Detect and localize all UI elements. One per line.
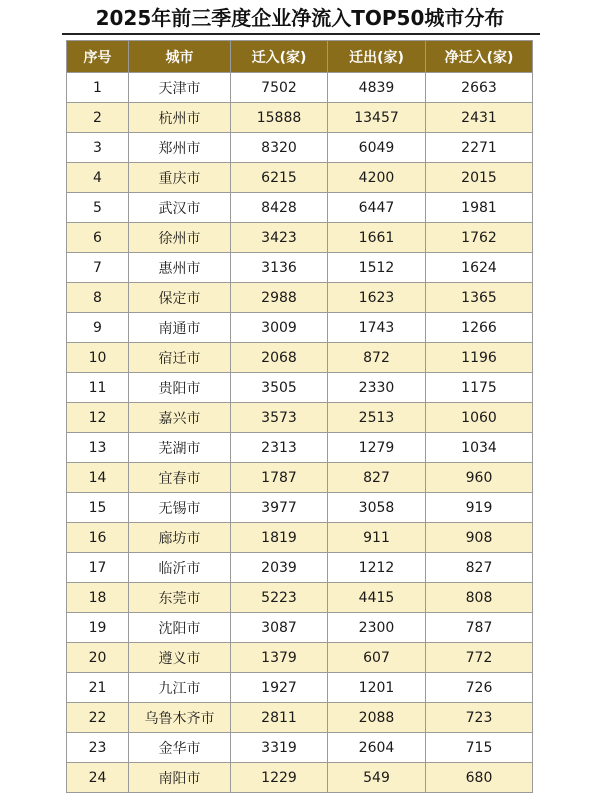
cell-index: 8 — [67, 283, 129, 313]
cell-net-inflow: 2271 — [426, 133, 533, 163]
cell-city: 九江市 — [129, 673, 231, 703]
cell-city: 贵阳市 — [129, 373, 231, 403]
cell-index: 23 — [67, 733, 129, 763]
cell-inflow: 6215 — [231, 163, 328, 193]
cell-net-inflow: 1034 — [426, 433, 533, 463]
cell-outflow: 2330 — [328, 373, 426, 403]
table-row — [67, 493, 533, 523]
cell-outflow: 13457 — [328, 103, 426, 133]
cell-index: 16 — [67, 523, 129, 553]
cell-city: 宜春市 — [129, 463, 231, 493]
cell-index: 22 — [67, 703, 129, 733]
cell-index: 18 — [67, 583, 129, 613]
table-row — [67, 433, 533, 463]
cell-inflow: 3977 — [231, 493, 328, 523]
cell-city: 乌鲁木齐市 — [129, 703, 231, 733]
cell-city: 芜湖市 — [129, 433, 231, 463]
cell-net-inflow: 2663 — [426, 73, 533, 103]
header-index: 序号 — [67, 41, 129, 73]
cell-city: 徐州市 — [129, 223, 231, 253]
cell-outflow: 2513 — [328, 403, 426, 433]
cell-outflow: 3058 — [328, 493, 426, 523]
cell-inflow: 15888 — [231, 103, 328, 133]
cell-outflow: 1212 — [328, 553, 426, 583]
table-row — [67, 553, 533, 583]
cell-inflow: 2068 — [231, 343, 328, 373]
table-body — [67, 73, 533, 793]
cell-inflow: 2313 — [231, 433, 328, 463]
cell-inflow: 3573 — [231, 403, 328, 433]
cell-city: 临沂市 — [129, 553, 231, 583]
cell-inflow: 1819 — [231, 523, 328, 553]
header-outflow: 迁出(家) — [328, 41, 426, 73]
cell-city: 宿迁市 — [129, 343, 231, 373]
table-container — [66, 40, 532, 793]
table-row — [67, 193, 533, 223]
cell-city: 重庆市 — [129, 163, 231, 193]
cell-inflow: 3087 — [231, 613, 328, 643]
cell-net-inflow: 680 — [426, 763, 533, 793]
table-row — [67, 133, 533, 163]
table-row — [67, 763, 533, 793]
cell-city: 廊坊市 — [129, 523, 231, 553]
cell-inflow: 2039 — [231, 553, 328, 583]
cell-city: 天津市 — [129, 73, 231, 103]
cell-index: 14 — [67, 463, 129, 493]
cell-index: 24 — [67, 763, 129, 793]
table-row — [67, 103, 533, 133]
cell-index: 9 — [67, 313, 129, 343]
table-row — [67, 673, 533, 703]
cell-net-inflow: 1266 — [426, 313, 533, 343]
cell-inflow: 3009 — [231, 313, 328, 343]
cell-index: 20 — [67, 643, 129, 673]
cell-city: 沈阳市 — [129, 613, 231, 643]
table-row — [67, 523, 533, 553]
cell-city: 南阳市 — [129, 763, 231, 793]
title-underline — [62, 33, 540, 35]
cell-net-inflow: 787 — [426, 613, 533, 643]
table-row — [67, 283, 533, 313]
table-row — [67, 613, 533, 643]
table-row — [67, 643, 533, 673]
cell-net-inflow: 919 — [426, 493, 533, 523]
cell-index: 21 — [67, 673, 129, 703]
cell-index: 7 — [67, 253, 129, 283]
cell-net-inflow: 1762 — [426, 223, 533, 253]
cell-index: 13 — [67, 433, 129, 463]
table-row — [67, 223, 533, 253]
cell-city: 无锡市 — [129, 493, 231, 523]
cell-outflow: 607 — [328, 643, 426, 673]
cell-outflow: 1661 — [328, 223, 426, 253]
cell-index: 1 — [67, 73, 129, 103]
cell-inflow: 3136 — [231, 253, 328, 283]
header-city: 城市 — [129, 41, 231, 73]
cell-net-inflow: 1175 — [426, 373, 533, 403]
cell-outflow: 1279 — [328, 433, 426, 463]
cell-index: 10 — [67, 343, 129, 373]
cell-outflow: 6049 — [328, 133, 426, 163]
table-row — [67, 163, 533, 193]
cell-inflow: 1927 — [231, 673, 328, 703]
cell-outflow: 4839 — [328, 73, 426, 103]
cell-net-inflow: 1365 — [426, 283, 533, 313]
cell-outflow: 4200 — [328, 163, 426, 193]
cell-city: 保定市 — [129, 283, 231, 313]
cell-outflow: 1743 — [328, 313, 426, 343]
cell-inflow: 2988 — [231, 283, 328, 313]
cell-net-inflow: 1060 — [426, 403, 533, 433]
cell-outflow: 1623 — [328, 283, 426, 313]
table-row — [67, 343, 533, 373]
cell-net-inflow: 2431 — [426, 103, 533, 133]
cell-city: 东莞市 — [129, 583, 231, 613]
table-row — [67, 253, 533, 283]
cell-net-inflow: 827 — [426, 553, 533, 583]
table-row — [67, 733, 533, 763]
cell-net-inflow: 1196 — [426, 343, 533, 373]
cell-inflow: 5223 — [231, 583, 328, 613]
cell-inflow: 3319 — [231, 733, 328, 763]
chart-title: 2025年前三季度企业净流入TOP50城市分布 — [95, 6, 505, 30]
cell-net-inflow: 715 — [426, 733, 533, 763]
cell-net-inflow: 960 — [426, 463, 533, 493]
cell-inflow: 3423 — [231, 223, 328, 253]
cell-net-inflow: 723 — [426, 703, 533, 733]
header-inflow: 迁入(家) — [231, 41, 328, 73]
table-row — [67, 703, 533, 733]
cell-city: 郑州市 — [129, 133, 231, 163]
cell-inflow: 8320 — [231, 133, 328, 163]
cell-net-inflow: 908 — [426, 523, 533, 553]
table-row — [67, 403, 533, 433]
cell-inflow: 7502 — [231, 73, 328, 103]
cell-outflow: 1512 — [328, 253, 426, 283]
cell-inflow: 1379 — [231, 643, 328, 673]
cell-inflow: 8428 — [231, 193, 328, 223]
table-row — [67, 373, 533, 403]
cell-city: 金华市 — [129, 733, 231, 763]
cell-index: 2 — [67, 103, 129, 133]
cell-net-inflow: 772 — [426, 643, 533, 673]
cell-index: 12 — [67, 403, 129, 433]
cell-index: 15 — [67, 493, 129, 523]
cell-inflow: 2811 — [231, 703, 328, 733]
cell-city: 南通市 — [129, 313, 231, 343]
cell-index: 19 — [67, 613, 129, 643]
cell-outflow: 1201 — [328, 673, 426, 703]
cell-net-inflow: 1624 — [426, 253, 533, 283]
cell-index: 4 — [67, 163, 129, 193]
table-row — [67, 73, 533, 103]
cell-inflow: 1787 — [231, 463, 328, 493]
cell-net-inflow: 1981 — [426, 193, 533, 223]
cell-city: 杭州市 — [129, 103, 231, 133]
cell-net-inflow: 2015 — [426, 163, 533, 193]
table-row — [67, 313, 533, 343]
cell-city: 武汉市 — [129, 193, 231, 223]
cell-inflow: 1229 — [231, 763, 328, 793]
cell-inflow: 3505 — [231, 373, 328, 403]
table-row — [67, 463, 533, 493]
cell-outflow: 4415 — [328, 583, 426, 613]
cell-outflow: 2604 — [328, 733, 426, 763]
cell-net-inflow: 808 — [426, 583, 533, 613]
cell-outflow: 2088 — [328, 703, 426, 733]
cell-outflow: 911 — [328, 523, 426, 553]
header-net-inflow: 净迁入(家) — [426, 41, 533, 73]
cell-city: 遵义市 — [129, 643, 231, 673]
cell-index: 17 — [67, 553, 129, 583]
cell-index: 6 — [67, 223, 129, 253]
cell-city: 惠州市 — [129, 253, 231, 283]
city-flow-table — [66, 40, 533, 793]
cell-outflow: 2300 — [328, 613, 426, 643]
cell-outflow: 827 — [328, 463, 426, 493]
cell-city: 嘉兴市 — [129, 403, 231, 433]
table-row — [67, 583, 533, 613]
table-header-row — [67, 41, 533, 73]
cell-net-inflow: 726 — [426, 673, 533, 703]
cell-index: 11 — [67, 373, 129, 403]
cell-index: 3 — [67, 133, 129, 163]
cell-outflow: 6447 — [328, 193, 426, 223]
cell-outflow: 872 — [328, 343, 426, 373]
cell-index: 5 — [67, 193, 129, 223]
cell-outflow: 549 — [328, 763, 426, 793]
